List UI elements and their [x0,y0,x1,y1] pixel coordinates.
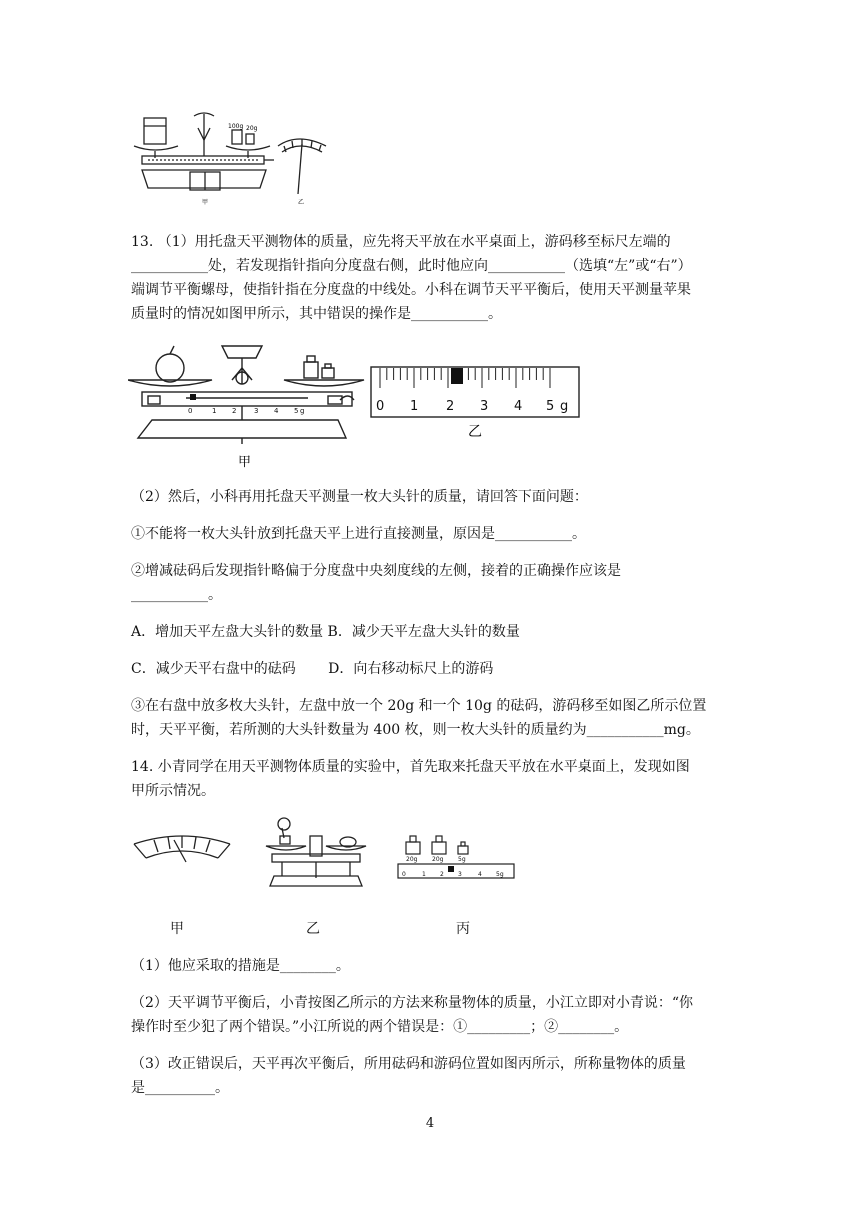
scale-tick-4: 4 [514,399,523,414]
q14-part3-line-1: （3）改正错误后，天平再次平衡后，所用砝码和游码位置如图丙所示，所称量物体的质量 [131,1056,686,1072]
q14-line-1: 14. 小青同学在用天平测物体质量的实验中，首先取来托盘天平放在水平桌面上，发现如图 [131,759,690,775]
apple-shape [156,354,184,382]
page-number: 4 [425,1116,435,1131]
bing-tick-0: 0 [402,871,406,878]
fig-label-yi: 乙 [468,424,482,440]
scale-unit: g [560,399,569,414]
q14-caption-jia: 甲 [170,921,184,937]
q13-options-ab: A．增加天平左盘大头针的数量 B．减少天平左盘大头针的数量 [131,624,520,640]
rider-scale-figure [370,366,582,440]
scale-tick-0: 0 [376,399,385,414]
q14-balance-figure [262,814,370,896]
weight-label-100g: 100g [228,123,244,130]
bing-tick-3: 3 [458,871,462,878]
mini-tick-2: 2 [232,407,237,415]
q14-caption-yi: 乙 [306,921,320,937]
scale-tick-5: 5 [546,399,555,414]
weight-label-20g: 20g [246,125,258,132]
mini-tick-1: 1 [212,407,217,415]
scale-tick-1: 1 [410,399,419,414]
top-fig-label-yi: 乙 [298,199,305,206]
fig-label-jia: 甲 [238,455,252,470]
bing-unit: 5g [496,871,504,878]
bing-rider [448,866,454,872]
q14-part1-line: （1）他应采取的措施是________。 [131,958,350,974]
mini-tick-0: 0 [188,407,193,415]
mini-rider [190,394,196,400]
q14-part2-line-2: 操作时至少犯了两个错误。”小江所说的两个错误是：①_________；②________。 [131,1019,629,1035]
bing-tick-1: 1 [422,871,426,878]
dial-needle [298,144,302,194]
q13-sub1-line: ①不能将一枚大头针放到托盘天平上进行直接测量，原因是___________。 [131,526,586,542]
q13-sub2-line-2: ___________。 [131,587,222,603]
q13-part2-line: （2）然后，小科再用托盘天平测量一枚大头针的质量，请回答下面问题： [131,489,588,505]
q13-line-4: 质量时的情况如图甲所示，其中错误的操作是___________。 [131,306,502,322]
bing-weight-2: 20g [432,856,444,863]
q14-caption-bing: 丙 [456,921,470,937]
q14-part3-line-2: 是__________。 [131,1080,229,1096]
bing-weight-3: 5g [458,856,466,863]
mini-tick-unit: g [300,407,305,415]
q13-line-3: 端调节平衡螺母，使指针指在分度盘的中线处。小科在调节天平平衡后，使用天平测量苹果 [131,282,691,298]
beam-shape [142,392,352,406]
q13-line-2: ___________处，若发现指针指向分度盘右侧，此时他应向___________（选填“左”或“右”） [131,258,692,274]
rider-marker [451,368,463,384]
top-balance-figure [128,108,344,208]
bing-tick-4: 4 [478,871,482,878]
q14-part2-line-1: （2）天平调节平衡后，小青按图乙所示的方法来称量物体的质量，小江立即对小青说：“你 [131,995,694,1011]
q13-sub3-line-1: ③在右盘中放多枚大头针，左盘中放一个 20g 和一个 10g 的砝码，游码移至如图乙所示位置 [131,698,707,714]
q14-weights-scale-figure [396,830,516,886]
top-fig-label-jia: 甲 [202,199,209,206]
bing-weight-1: 20g [406,856,418,863]
mini-tick-4: 4 [274,407,279,415]
q13-line-1: 13. （1）用托盘天平测物体的质量，应先将天平放在水平桌面上，游码移至标尺左端的 [131,234,671,250]
q14-line-2: 甲所示情况。 [131,783,215,799]
balance-apple-figure [128,340,368,470]
q14-dial-figure [132,832,232,882]
beaker-shape [144,118,166,144]
mini-tick-5: 5 [294,407,299,415]
scale-tick-2: 2 [446,399,455,414]
scale-tick-3: 3 [480,399,489,414]
mini-tick-3: 3 [254,407,259,415]
q13-options-cd: C．减少天平右盘中的砝码 D．向右移动标尺上的游码 [131,661,494,677]
q13-sub2-line-1: ②增减砝码后发现指针略偏于分度盘中央刻度线的左侧，接着的正确操作应该是 [131,563,621,579]
q13-sub3-line-2: 时，天平平衡，若所测的大头针数量为 400 枚，则一枚大头针的质量约为___________mg。 [131,722,700,738]
bing-tick-2: 2 [440,871,444,878]
